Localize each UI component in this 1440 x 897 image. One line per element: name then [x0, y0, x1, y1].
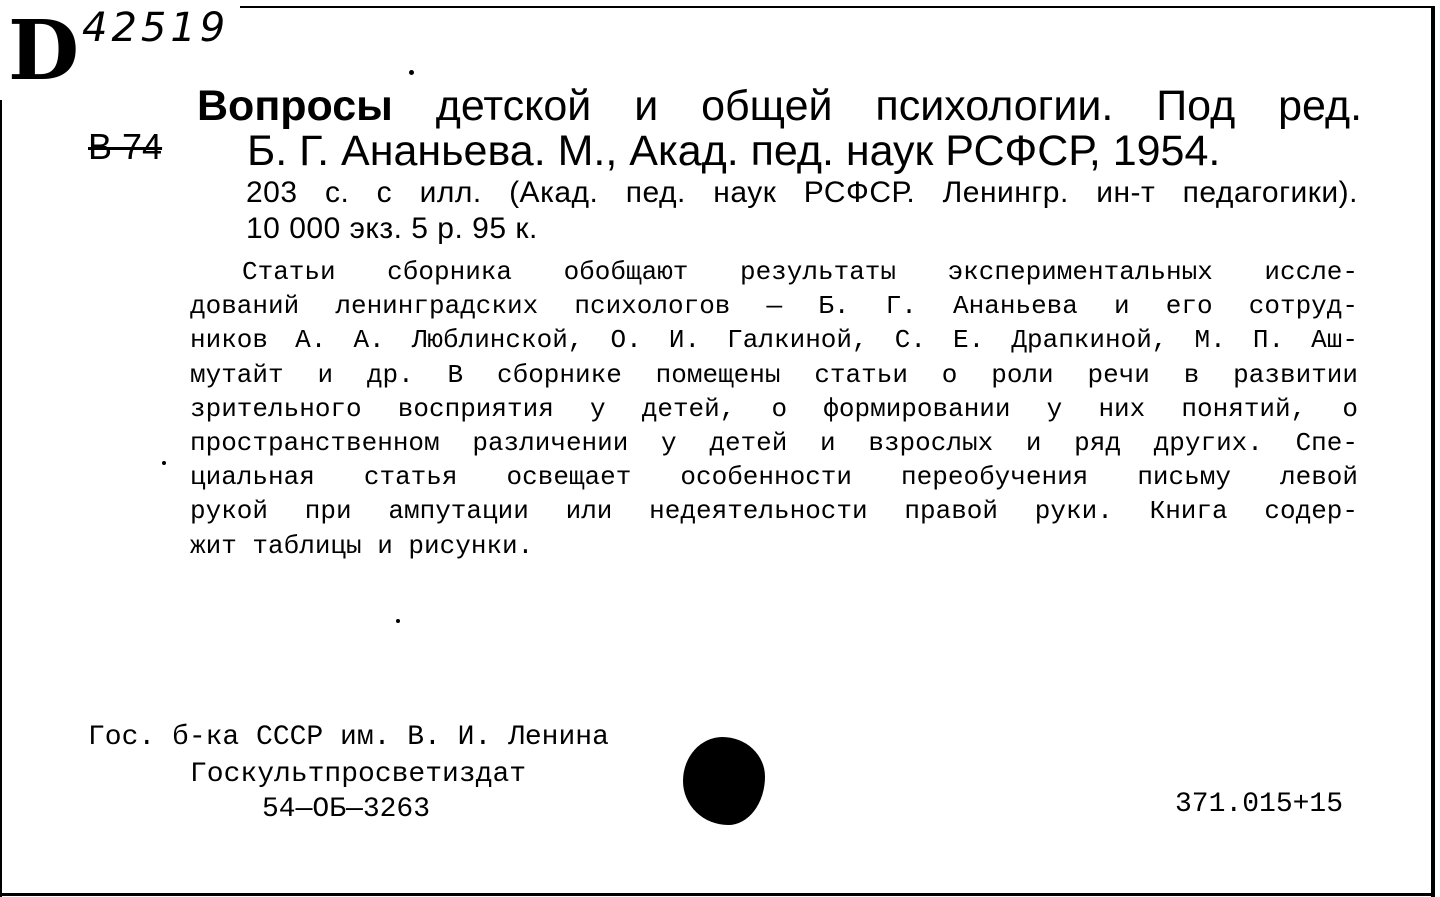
punch-hole — [683, 737, 765, 825]
abstract-line: дований ленинградских психологов — Б. Г. Ананьева и его сотруд- — [190, 291, 1358, 322]
card-right-edge — [1431, 8, 1435, 897]
handwritten-number: 42519 — [82, 5, 230, 51]
title-word: общей — [701, 82, 833, 130]
title-line-1 — [197, 82, 1362, 130]
abstract-line: мутайт и др. В сборнике помещены статьи о роли речи в развитии — [190, 359, 1358, 390]
title-word: и — [634, 82, 659, 130]
abstract-line: жит таблицы и рисунки. — [190, 530, 534, 561]
card-top-edge — [240, 6, 1435, 8]
title-word: Под — [1156, 82, 1236, 130]
publisher-name: Госкультпросветиздат — [190, 759, 527, 790]
abstract-line: ников А. А. Люблинской, О. И. Галкиной, С. Е. Драпкиной, М. П. Аш- — [190, 325, 1358, 356]
title-word: детской — [435, 82, 592, 130]
physical-description — [246, 175, 1358, 247]
card-code: 54—ОБ—3263 — [262, 794, 431, 825]
abstract-line: зрительного восприятия у детей, о формировании у них понятий, о — [190, 393, 1358, 424]
ink-speck — [409, 70, 414, 75]
title-word: психологии. — [875, 82, 1114, 130]
title-word: ред. — [1278, 82, 1363, 130]
title-word: Вопросы — [197, 82, 393, 130]
ink-speck — [396, 619, 400, 623]
ink-speck — [162, 461, 166, 465]
description-line-2: 10 000 экз. 5 р. 95 к. — [246, 212, 538, 245]
udc-index: 371.015+15 — [1175, 789, 1344, 820]
abstract — [190, 255, 1358, 563]
handwritten-letter: D — [8, 3, 80, 99]
abstract-line: рукой при ампутации или недеятельности правой руки. Книга содер- — [190, 496, 1358, 527]
description-line-1: 203 с. с илл. (Акад. пед. наук РСФСР. Ленингр. ин-т педагогики). — [246, 176, 1358, 209]
title-line-2: Б. Г. Ананьева. М., Акад. пед. наук РСФСР, 1954. — [247, 127, 1221, 175]
library-name: Гос. б-ка СССР им. В. И. Ленина — [88, 722, 609, 753]
abstract-line: циальная статья освещает особенности переобучения письму левой — [190, 462, 1358, 493]
shelf-mark: В 74 — [88, 126, 163, 167]
card-left-edge — [0, 100, 2, 897]
abstract-line: пространственном различении у детей и взрослых и ряд других. Спе- — [190, 428, 1358, 459]
card-bottom-edge — [0, 893, 1435, 896]
abstract-line: Статьи сборника обобщают результаты экспериментальных иссле- — [242, 257, 1358, 287]
